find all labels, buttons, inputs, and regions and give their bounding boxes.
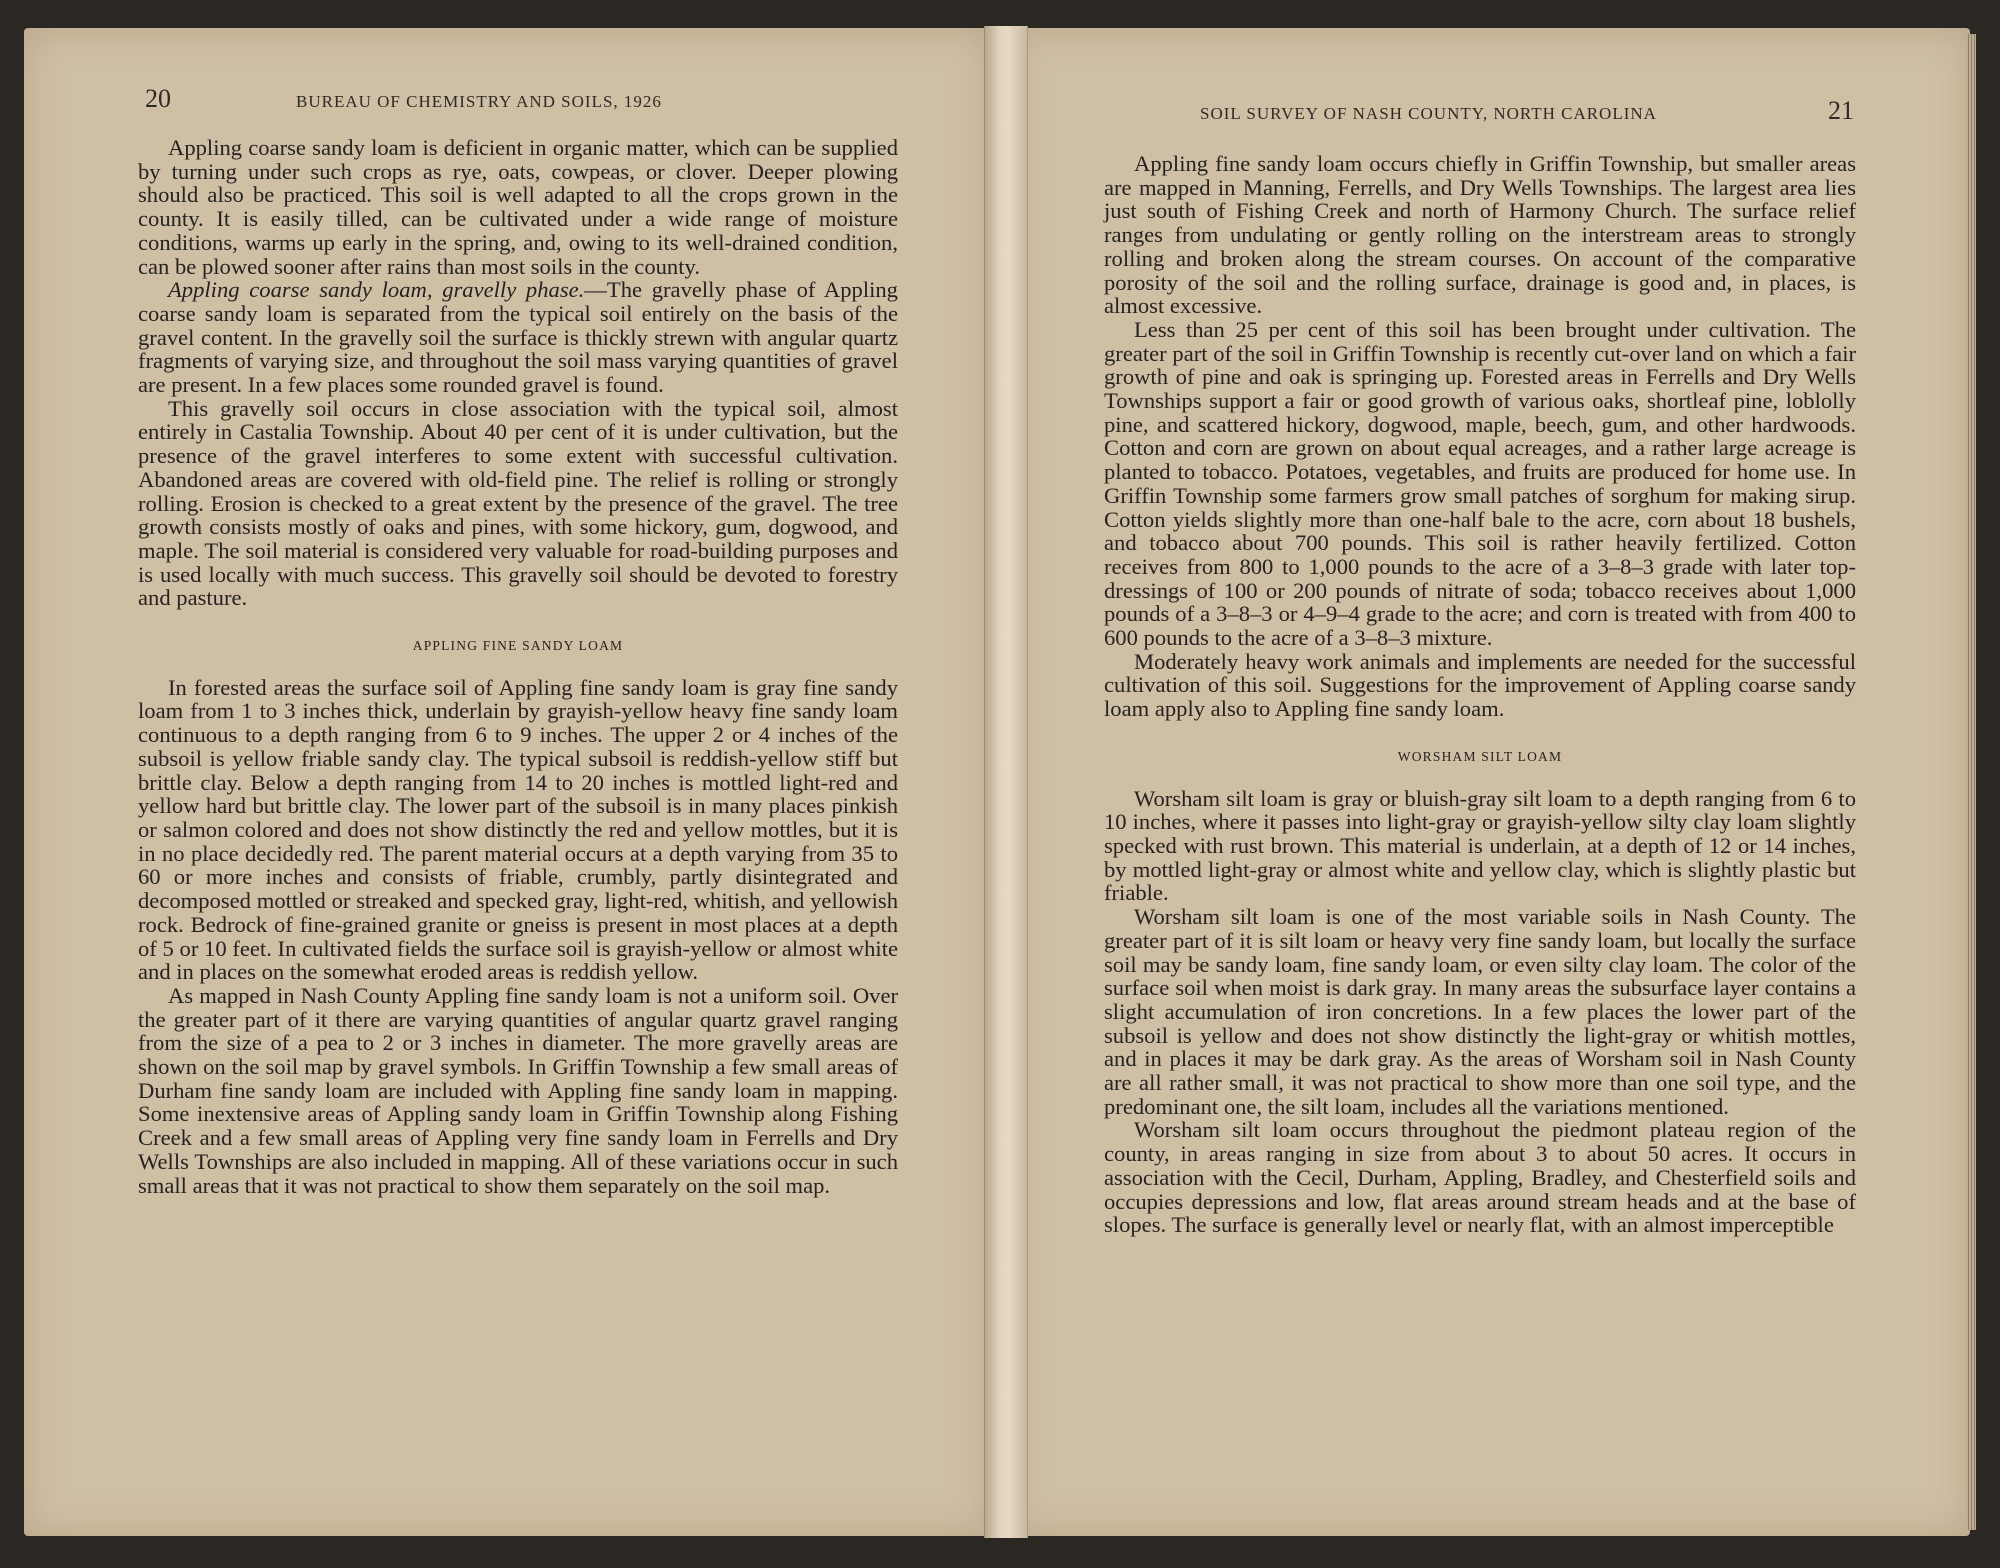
paragraph: Less than 25 per cent of this soil has been brought under cultivation. The greater part of the soil in Griffin Township is recently cut-over land on which a fair growth of pine and oak is springing up. Forested areas in Ferrells and Dry Wells Townships support a fair or good growth of various oaks, shortleaf pine, loblolly pine, and scattered hickory, dogwood, maple, beech, gum, and other hardwoods. Cotton and corn are grown on about equal acreages, and a rather large acreage is planted to tobacco. Potatoes, vegetables, and fruits are produced for home use. In Griffin Township some farmers grow small patches of sorghum for making sirup. Cotton yields slightly more than one-half bale to the acre, corn about 18 bushels, and tobacco about 700 pounds. This soil is rather heavily fertilized. Cotton receives from 800 to 1,000 pounds to the acre of a 3–8–3 grade with later top-dressings of 100 or 200 pounds of nitrate of soda; tobacco receives about 1,000 pounds of a 3–8–3 or 4–9–4 grade to the acre; and corn is treated with from 400 to 600 pounds to the acre of a 3–8–3 mixture. — [1104, 316, 1856, 651]
paragraph: Worsham silt loam is gray or bluish-gray silt loam to a depth ranging from 6 to 10 inches, where it passes into light-gray or grayish-yellow silty clay loam slightly specked with rust brown. This material is underlain, at a depth of 12 or 14 inches, by mottled light-gray or almost white and yellow clay, which is slightly plastic but friable. — [1104, 785, 1856, 906]
phase-title: Appling coarse sandy loam, gravelly phase. — [168, 277, 585, 303]
left-page-number: 20 — [145, 84, 171, 113]
phase-text: —The gravelly phase of Appling coarse sandy loam is separated from the typical soil entirely on the basis of the gravel content. In the gravelly soil the surface is thickly strewn with angular quartz fragments of varying size, and throughout the soil mass varying quantities of gravel are present. In a few places some rounded gravel is found. — [138, 277, 898, 398]
section-heading-appling-fine-sandy-loam: APPLING FINE SANDY LOAM — [412, 638, 624, 654]
paragraph: Appling fine sandy loam occurs chiefly in Griffin Township, but smaller areas are mapped in Manning, Ferrells, and Dry Wells Townships. The largest area lies just south of Fishing Creek and north of Harmony Church. The surface relief ranges from undulating or gently rolling on the interstream areas to strongly rolling and broken along the stream courses. On account of the comparative porosity of the soil and the rolling surface, drainage is good and, in places, is almost excessive. — [1104, 151, 1856, 319]
paragraph: Moderately heavy work animals and implements are needed for the successful cultivation of this soil. Suggestions for the improvement of Appling coarse sandy loam apply also to Appling fine sandy loam. — [1104, 648, 1856, 722]
paragraph: This gravelly soil occurs in close association with the typical soil, almost entirely in Castalia Township. About 40 per cent of it is under cultivation, but the presence of the gravel interferes to some extent with successful cultivation. Abandoned areas are covered with old-field pine. The relief is rolling or strongly rolling. Erosion is checked to a great extent by the presence of the gravel. The tree growth consists mostly of oaks and pines, with some hickory, gum, dogwood, and maple. The soil material is considered very valuable for road-building purposes and is used locally with much success. This gravelly soil should be devoted to forestry and pasture. — [138, 395, 898, 611]
section-heading-worsham-silt-loam: WORSHAM SILT LOAM — [1397, 748, 1563, 764]
right-running-head: SOIL SURVEY OF NASH COUNTY, NORTH CAROLINA — [1200, 104, 1657, 123]
left-running-head: BUREAU OF CHEMISTRY AND SOILS, 1926 — [296, 92, 662, 111]
right-page-body — [1104, 152, 1856, 1237]
book-gutter — [984, 26, 1028, 1538]
paragraph: Worsham silt loam is one of the most variable soils in Nash County. The greater part of it is silt loam or heavy very fine sandy loam, but locally the surface soil may be sandy loam, fine sandy loam, or even silty clay loam. The color of the surface soil when moist is dark gray. In many areas the subsurface layer contains a slight accumulation of iron concretions. In a few places the lower part of the subsoil is yellow and does not show distinctly the light-gray or whitish mottles, and in places it may be dark gray. As the areas of Worsham soil in Nash County are all rather small, it was not practical to show more than one soil type, and the predominant one, the silt loam, includes all the variations mentioned. — [1104, 904, 1856, 1119]
paragraph: In forested areas the surface soil of Appling fine sandy loam is gray fine sandy loam from 1 to 3 inches thick, underlain by grayish-yellow heavy fine sandy loam continuous to a depth ranging from 6 to 9 inches. The upper 2 or 4 inches of the subsoil is yellow friable sandy clay. The typical subsoil is reddish-yellow stiff but brittle clay. Below a depth ranging from 14 to 20 inches is mottled light-red and yellow hard but brittle clay. The lower part of the subsoil is in many places pinkish or salmon colored and does not show distinctly the red and yellow mottles, but it is in no place decidedly red. The parent material occurs at a depth varying from 35 to 60 or more inches and consists of friable, crumbly, partly disintegrated and decomposed mottled or streaked and specked gray, light-red, whitish, and yellowish rock. Bedrock of fine-grained granite or gneiss is present in most places at a depth of 5 or 10 feet. In cultivated fields the surface soil is grayish-yellow or almost white and in places on the somewhat eroded areas is reddish yellow. — [138, 674, 898, 985]
page-edges — [1966, 34, 1976, 1530]
left-page-body — [138, 136, 898, 1197]
right-page-number: 21 — [1828, 96, 1854, 125]
paragraph: As mapped in Nash County Appling fine sandy loam is not a uniform soil. Over the greater part of it there are varying quantities of angular quartz gravel ranging from the size of a pea to 2 or 3 inches in diameter. The more gravelly areas are shown on the soil map by gravel symbols. In Griffin Township a few small areas of Durham fine sandy loam are included with Appling fine sandy loam in mapping. Some inextensive areas of Appling sandy loam in Griffin Township along Fishing Creek and a few small areas of Appling very fine sandy loam in Ferrells and Dry Wells Townships are also included in mapping. All of these variations occur in such small areas that it was not practical to show them separately on the soil map. — [138, 982, 898, 1198]
paragraph: Appling coarse sandy loam is deficient in organic matter, which can be supplied by turning under such crops as rye, oats, cowpeas, or clover. Deeper plowing should also be practiced. This soil is well adapted to all the crops grown in the county. It is easily tilled, can be cultivated under a wide range of moisture conditions, warms up early in the spring, and, owing to its well-drained condition, can be plowed sooner after rains than most soils in the county. — [138, 135, 898, 279]
paragraph-gravelly-phase — [138, 278, 898, 397]
paragraph: Worsham silt loam occurs throughout the piedmont plateau region of the county, in areas ranging in size from about 3 to about 50 acres. It occurs in association with the Cecil, Durham, Appling, Bradley, and Chesterfield soils and occupies depressions and low, flat areas around stream heads and at the base of slopes. The surface is generally level or nearly flat, with an almost imperceptible — [1104, 1117, 1856, 1238]
